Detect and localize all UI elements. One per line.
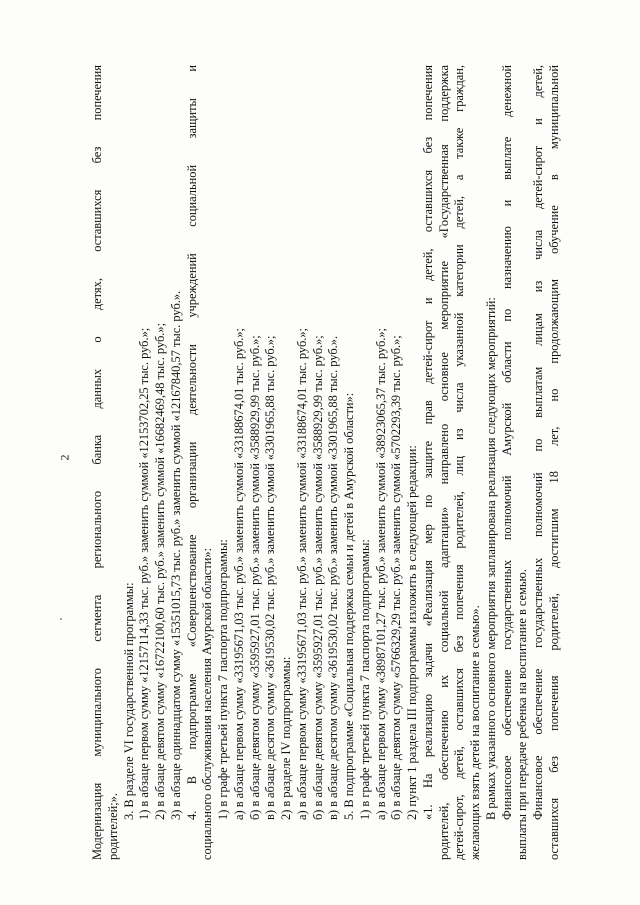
text-line: в) в абзаце десятом сумму «3619530,02 тыс. руб.» заменить суммой «3301965,88 тыс. руб.».: [326, 335, 341, 820]
text-line: а) в абзаце первом сумму «33195671,03 тыс. руб.» заменить суммой «33188674,01 тыс. руб.»;: [294, 328, 309, 820]
text-line: 4. В подпрограмме «Совершенствование организации деятельности учреждений социальной защиты и: [184, 65, 199, 820]
text-line: б) в абзаце девятом сумму «5766329,29 тыс. руб.» заменить суммой «5702293,39 тыс. руб.»;: [389, 335, 404, 820]
text-line: родителей;».: [105, 793, 120, 860]
text-line: детей-сирот, детей, оставшихся без попечения родителей, лиц из числа указанной категории детей, а также граждан,: [452, 65, 467, 860]
text-line: а) в абзаце первом сумму «33195671,03 тыс. руб.» заменить суммой «33188674,01 тыс. руб.»;: [231, 328, 246, 820]
text-line: социального обслуживания населения Амурской области»:: [200, 547, 215, 860]
text-line: родителей, обеспечению их социальной адаптации» направлено основное мероприятие «Государственная поддержка: [436, 65, 451, 860]
text-line: б) в абзаце девятом сумму «3595927,01 тыс. руб.» заменить суммой «3588929,99 тыс. руб.»;: [310, 335, 325, 820]
text-line: 2) пункт 1 раздела III подпрограммы изложить в следующей редакции:: [405, 445, 419, 820]
text-line: Модернизация муниципального сегмента регионального банка данных о детях, оставшихся без попечения: [90, 65, 104, 860]
text-line: 1) в графе третьей пункта 7 паспорта подпрограммы:: [216, 539, 230, 820]
text-line: а) в абзаце первом сумму «38987101,27 тыс. руб.» заменить суммой «38923065,37 тыс. руб.»;: [373, 328, 388, 820]
text-line: б) в абзаце девятом сумму «3595927,01 тыс. руб.» заменить суммой «3588929,99 тыс. руб.»;: [247, 335, 262, 820]
text-line: «1. На реализацию задачи «Реализация мер по защите прав детей-сирот и детей, оставшихся без попечения: [420, 65, 435, 820]
text-line: 3) в абзаце одиннадцатом сумму «15351015,73 тыс. руб.» заменить суммой «12167840,57 тыс. руб.».: [168, 290, 183, 820]
text-line: 1) в абзаце первом сумму «12157114,33 тыс. руб.» заменить суммой «12153702,25 тыс. руб.»;: [137, 327, 152, 820]
text-line: в) в абзаце десятом сумму «3619530,02 тыс. руб.» заменить суммой «3301965,88 тыс. руб.»;: [263, 335, 278, 820]
rotated-text-block: [80, 65, 590, 860]
text-line: желающих взять детей на воспитание в семью».: [468, 605, 482, 860]
text-line: 2) в разделе IV подпрограммы:: [279, 656, 293, 820]
text-line: 2) в абзаце девятом сумму «16722100,60 тыс. руб.» заменить суммой «16682469,48 тыс. руб.»;: [153, 322, 167, 820]
text-line: 3. В разделе VI государственной программы:: [121, 582, 136, 820]
scan-speck: [60, 618, 62, 620]
text-line: Финансовое обеспечение государственных полномочий Амурской области по назначению и выплате денежной: [499, 65, 514, 820]
text-line: 5. В подпрограмме «Социальная поддержка семьи и детей в Амурской области»:: [342, 392, 356, 820]
text-line: Финансовое обеспечение государственных полномочий по выплатам лицам из числа детей-сирот и детей,: [531, 65, 545, 820]
text-line: выплаты при передаче ребенка на воспитание в семью.: [515, 569, 530, 860]
text-line: В рамках указанного основного мероприятия запланирована реализация следующих мероприятий:: [483, 297, 498, 820]
text-line: 1) в графе третьей пункта 7 паспорта подпрограммы:: [357, 539, 372, 820]
text-line: оставшихся без попечения родителей, достигшим 18 лет, но продолжающим обучение в муниципальной: [546, 65, 561, 860]
page-number: 2: [57, 454, 72, 461]
